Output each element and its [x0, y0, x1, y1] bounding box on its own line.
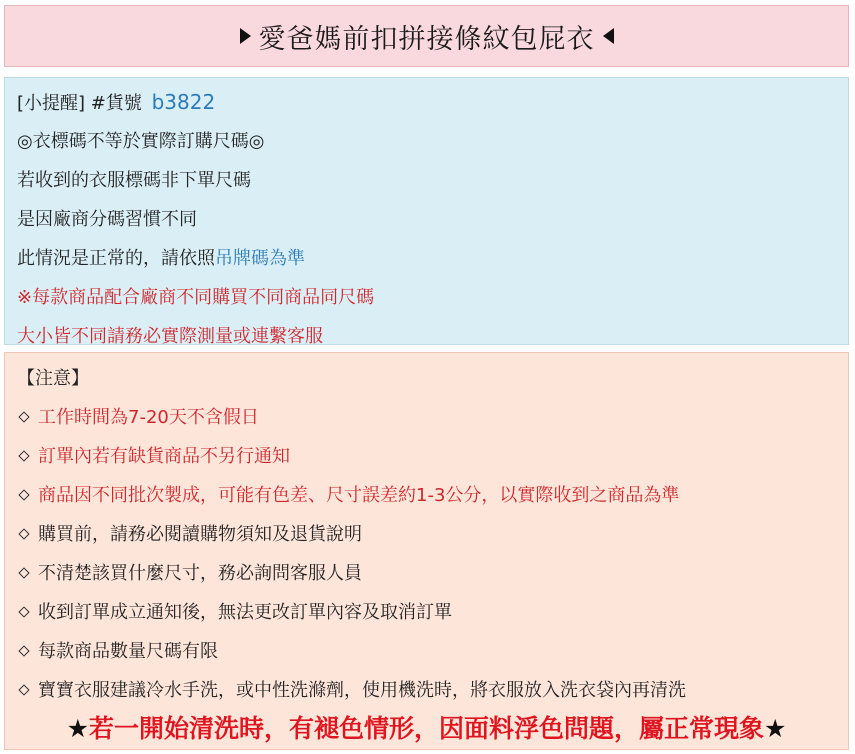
notice-item [17, 476, 848, 515]
notice-item [17, 437, 848, 476]
notice-item-text: 每款商品數量尺碼有限 [38, 641, 218, 662]
diamond-bullet-icon [18, 411, 29, 422]
reminder-line-7: 大小皆不同請務必實際測量或連繫客服 [17, 326, 323, 347]
notice-item [17, 593, 848, 632]
triangle-left-icon [603, 28, 614, 44]
washing-warning [5, 709, 848, 745]
triangle-right-icon [240, 28, 251, 44]
notice-item-text: 收到訂單成立通知後，無法更改訂單內容及取消訂單 [38, 602, 452, 623]
diamond-bullet-icon [18, 606, 29, 617]
notice-heading: 【注意】 [17, 368, 89, 389]
notice-item-text: 寶寶衣服建議冷水手洗，或中性洗滌劑，使用機洗時，將衣服放入洗衣袋內再清洗 [38, 680, 686, 701]
reminder-line-6: ※每款商品配合廠商不同購買不同商品同尺碼 [17, 287, 375, 308]
reminder-prefix: [小提醒] #貨號 [17, 93, 142, 114]
diamond-bullet-icon [18, 567, 29, 578]
notice-item-text: 購買前，請務必閱讀購物須知及退貨說明 [38, 524, 362, 545]
washing-warning-text: 若一開始清洗時，有褪色情形，因面料浮色問題，屬正常現象 [88, 714, 764, 743]
sku-number: b3822 [151, 90, 216, 114]
product-title-banner [4, 5, 849, 67]
tag-size-highlight: 吊牌碼為準 [215, 248, 305, 269]
diamond-bullet-icon [18, 489, 29, 500]
notice-item-text: 不清楚該買什麼尺寸，務必詢問客服人員 [38, 563, 362, 584]
product-title: 愛爸媽前扣拼接條紋包屁衣 [258, 23, 595, 55]
notice-panel [4, 352, 849, 750]
notice-item [17, 554, 848, 593]
notice-item [17, 632, 848, 671]
star-icon: ★ [66, 714, 89, 743]
reminder-line-5-prefix: 此情況是正常的，請依照 [17, 248, 215, 269]
diamond-bullet-icon [18, 450, 29, 461]
star-icon: ★ [764, 714, 787, 743]
notice-item [17, 398, 848, 437]
reminder-line-5 [17, 239, 848, 278]
diamond-bullet-icon [18, 684, 29, 695]
reminder-line-4: 是因廠商分碼習慣不同 [17, 209, 197, 230]
notice-item-text: 訂單內若有缺貨商品不另行通知 [38, 446, 290, 467]
notice-item [17, 671, 848, 710]
notice-item [17, 515, 848, 554]
notice-item-text: 商品因不同批次製成，可能有色差、尺寸誤差約1-3公分，以實際收到之商品為準 [38, 485, 680, 506]
reminder-sku-line [17, 83, 848, 122]
reminder-line-2: ◎衣標碼不等於實際訂購尺碼◎ [17, 131, 265, 152]
diamond-bullet-icon [18, 645, 29, 656]
reminder-panel [4, 77, 849, 345]
notice-item-text: 工作時間為7-20天不含假日 [38, 407, 259, 428]
diamond-bullet-icon [18, 528, 29, 539]
reminder-line-3: 若收到的衣服標碼非下單尺碼 [17, 170, 251, 191]
